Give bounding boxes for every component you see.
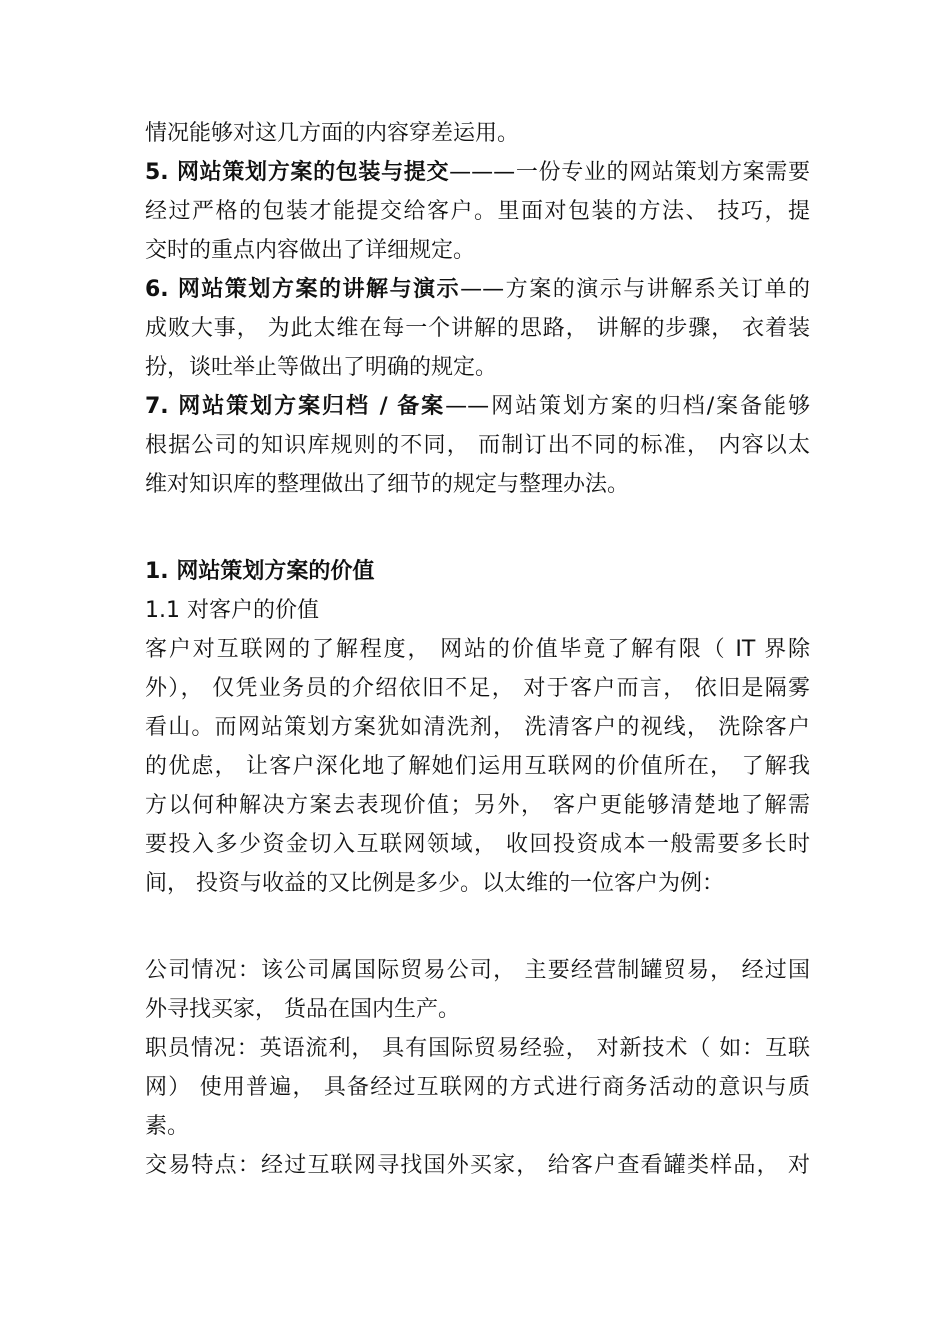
document-body: [145, 114, 810, 1185]
text-line: 扮，谈吐举止等做出了明确的规定。: [145, 355, 498, 380]
list-item-label: 6. 网站策划方案的讲解与演示: [145, 277, 461, 302]
text-line: 外寻找买家， 货品在国内生产。: [145, 997, 460, 1022]
text-line: 间， 投资与收益的又比例是多少。以太维的一位客户为例：: [145, 871, 724, 896]
text-line: 维对知识库的整理做出了细节的规定与整理办法。: [145, 472, 630, 497]
text-line: 情况能够对这几方面的内容穿差运用。: [145, 121, 520, 146]
text-line: 要投入多少资金切入互联网领域， 收回投资成本一般需要多长时: [145, 832, 810, 857]
text-line: 外）， 仅凭业务员的介绍依旧不足， 对于客户而言， 依旧是隔雾: [145, 676, 810, 701]
list-item-7: [145, 387, 810, 426]
text-line: 方以何种解决方案去表现价值；另外， 客户更能够清楚地了解需: [145, 793, 810, 818]
list-item-text: ———一份专业的网站策划方案需要: [449, 160, 810, 185]
text-line: 公司情况：该公司属国际贸易公司， 主要经营制罐贸易， 经过国: [145, 958, 810, 983]
text-line: 交时的重点内容做出了详细规定。: [145, 238, 476, 263]
text-line: 成败大事， 为此太维在每一个讲解的思路， 讲解的步骤， 衣着装: [145, 316, 810, 341]
text-line: 经过严格的包装才能提交给客户。里面对包装的方法、 技巧，提: [145, 199, 810, 224]
list-item-5: [145, 153, 810, 192]
list-item-text: ——方案的演示与讲解系关订单的: [460, 277, 810, 302]
text-line: 根据公司的知识库规则的不同， 而制订出不同的标准， 内容以太: [145, 433, 810, 458]
text-line: 职员情况：英语流利， 具有国际贸易经验， 对新技术（ 如：互联: [145, 1036, 810, 1061]
spacer: [145, 504, 810, 552]
text-line: 客户对互联网的了解程度， 网站的价值毕竟了解有限（ IT 界除: [145, 637, 810, 662]
list-item-6: [145, 270, 810, 309]
spacer: [145, 903, 810, 951]
text-line: 交易特点：经过互联网寻找国外买家， 给客户查看罐类样品， 对: [145, 1153, 810, 1178]
text-line: 素。: [145, 1114, 190, 1139]
section-heading: 1. 网站策划方案的价值: [145, 559, 375, 584]
list-item-label: 5. 网站策划方案的包装与提交: [145, 160, 450, 185]
text-line: 网） 使用普遍， 具备经过互联网的方式进行商务活动的意识与质: [145, 1075, 810, 1100]
text-line: 看山。而网站策划方案犹如清洗剂， 洗清客户的视线， 洗除客户: [145, 715, 810, 740]
text-line: 的优虑， 让客户深化地了解她们运用互联网的价值所在， 了解我: [145, 754, 810, 779]
list-item-label: 7. 网站策划方案归档 / 备案: [145, 394, 446, 419]
list-item-text: ——网站策划方案的归档/案备能够: [445, 394, 810, 419]
subsection-heading: 1.1 对客户的价值: [145, 598, 319, 623]
